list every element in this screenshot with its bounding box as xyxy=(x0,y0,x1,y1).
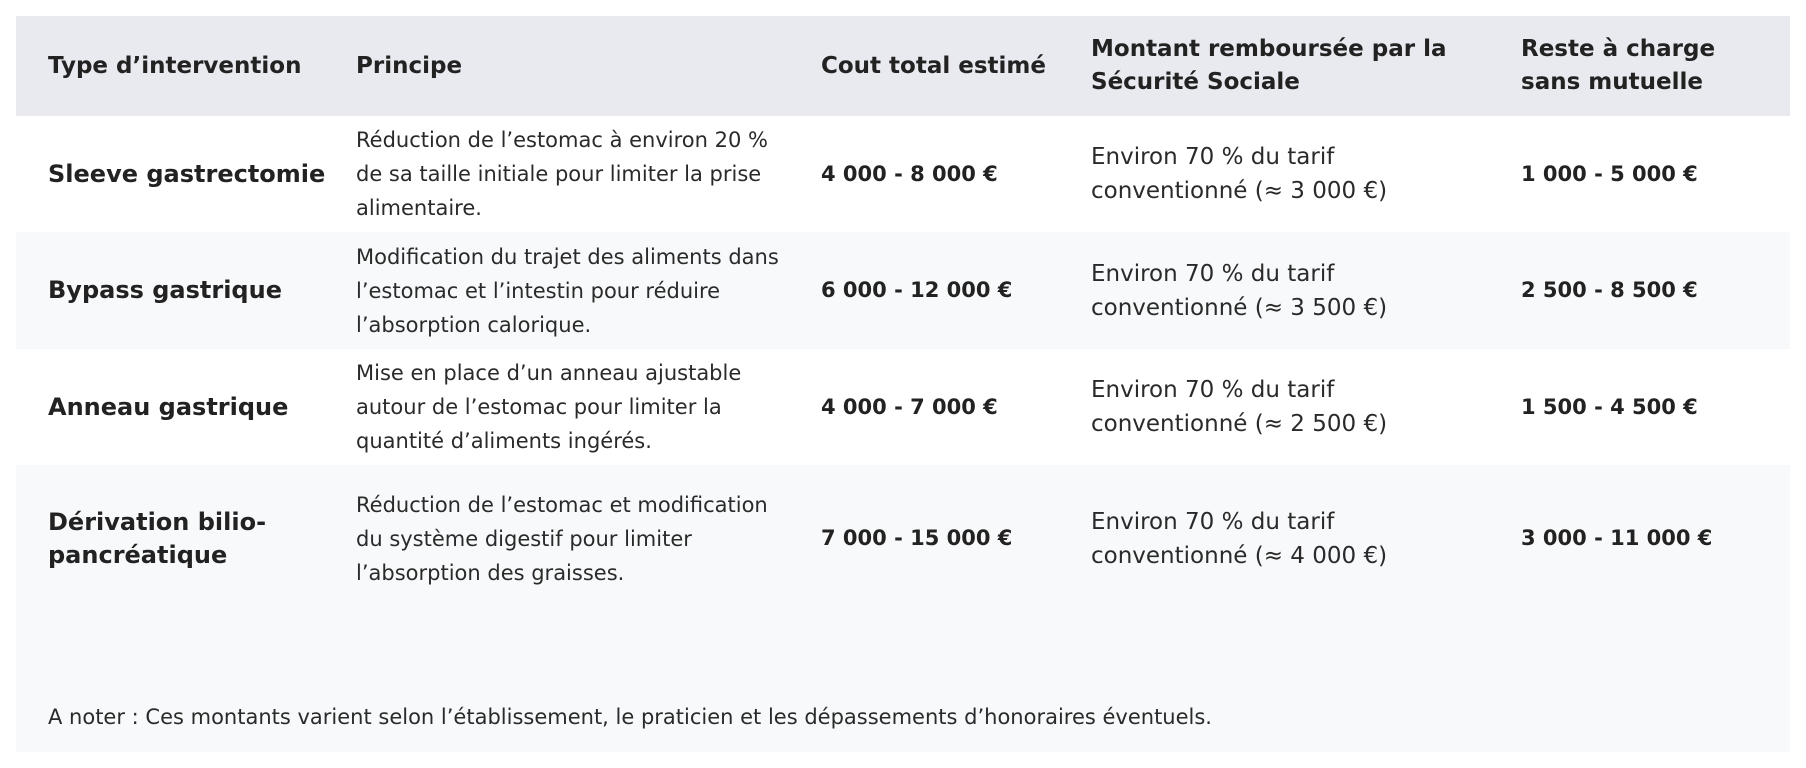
cell-reste: 1 500 - 4 500 € xyxy=(1521,394,1698,419)
cell-type: Sleeve gastrectomie xyxy=(48,159,326,188)
table-row xyxy=(16,116,1790,232)
table-note: A noter : Ces montants varient selon l’établissement, le praticien et les dépassements d’honoraires éventuels. xyxy=(48,705,1212,729)
cell-principe: Réduction de l’estomac à environ 20 % de sa taille initiale pour limiter la prise alimentaire. xyxy=(356,128,768,220)
cost-table xyxy=(16,16,1790,752)
cell-cout: 6 000 - 12 000 € xyxy=(821,278,1013,302)
table-row xyxy=(16,232,1790,349)
table-row xyxy=(16,465,1790,612)
header-montant: Montant remboursée par la Sécurité Sociale xyxy=(1091,36,1447,95)
cell-type: Dérivation bilio-pancréatique xyxy=(48,507,267,569)
cell-type: Bypass gastrique xyxy=(48,276,282,304)
cell-principe: Réduction de l’estomac et modification du système digestif pour limiter l’absorption des graisses. xyxy=(356,492,768,585)
cell-principe: Mise en place d’un anneau ajustable autour de l’estomac pour limiter la quantité d’aliments ingérés. xyxy=(356,361,742,453)
cell-montant: Environ 70 % du tarif conventionné (≈ 4 000 €) xyxy=(1091,508,1388,569)
cell-principe: Modification du trajet des aliments dans l’estomac et l’intestin pour réduire l’absorption calorique. xyxy=(356,244,779,337)
cell-cout: 7 000 - 15 000 € xyxy=(821,526,1013,550)
cell-reste: 1 000 - 5 000 € xyxy=(1521,161,1698,186)
header-reste: Reste à charge sans mutuelle xyxy=(1521,36,1716,95)
table-header xyxy=(16,16,1790,116)
cell-cout: 4 000 - 8 000 € xyxy=(821,161,998,186)
cell-reste: 3 000 - 11 000 € xyxy=(1521,526,1713,550)
header-cout: Cout total estimé xyxy=(821,52,1046,79)
header-type: Type d’intervention xyxy=(48,52,302,79)
header-principe: Principe xyxy=(356,52,463,79)
cell-type: Anneau gastrique xyxy=(48,392,289,421)
cell-montant: Environ 70 % du tarif conventionné (≈ 3 000 €) xyxy=(1091,144,1388,204)
cell-cout: 4 000 - 7 000 € xyxy=(821,394,998,419)
cell-reste: 2 500 - 8 500 € xyxy=(1521,278,1698,302)
cell-montant: Environ 70 % du tarif conventionné (≈ 3 500 €) xyxy=(1091,260,1388,321)
table-row xyxy=(16,349,1790,465)
cell-montant: Environ 70 % du tarif conventionné (≈ 2 500 €) xyxy=(1091,377,1388,437)
